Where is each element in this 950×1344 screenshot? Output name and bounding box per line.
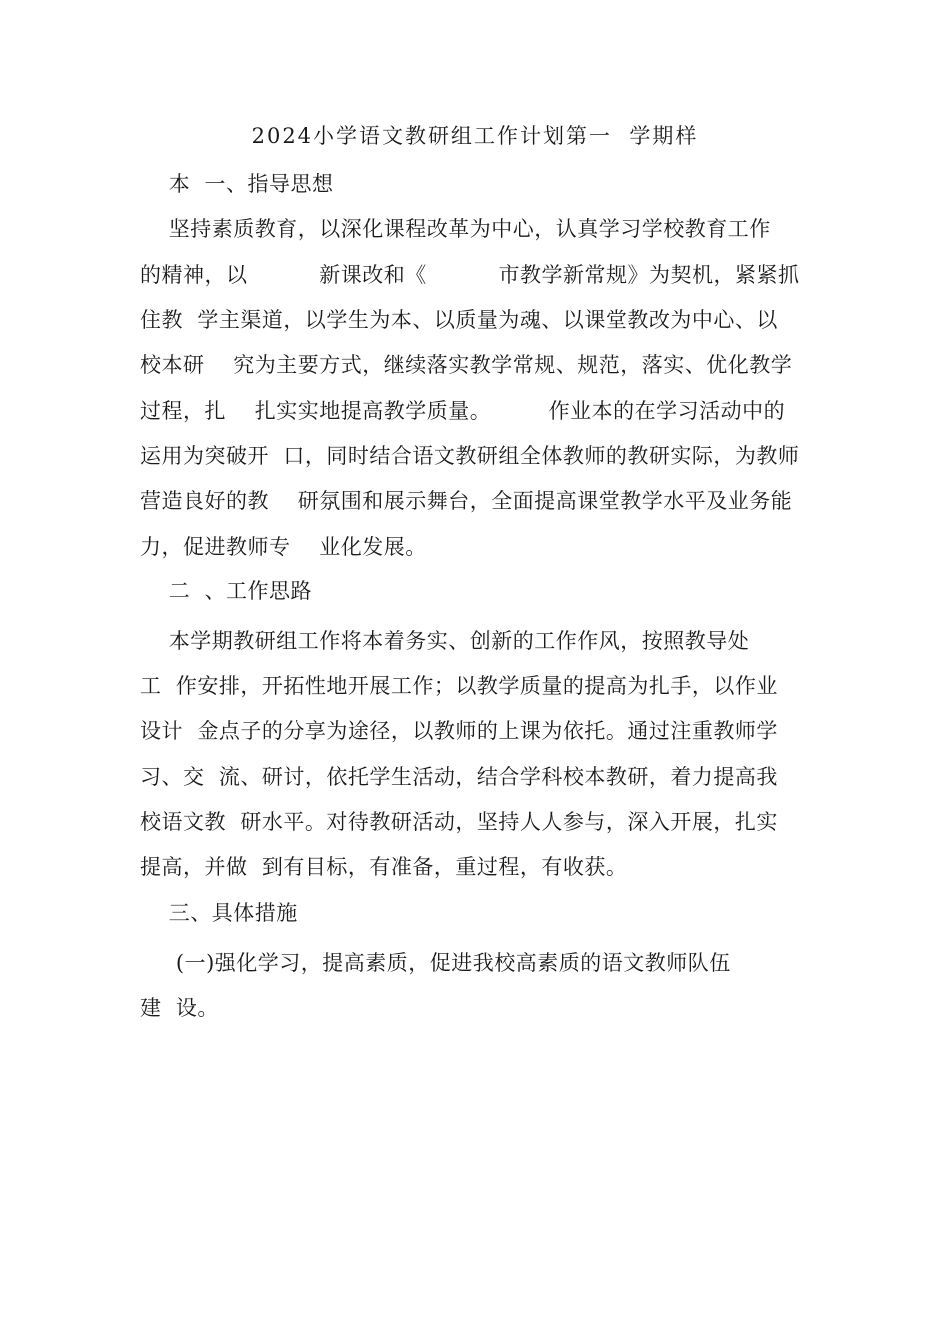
paragraph-line: 运用为突破开 口，同时结合语文教研组全体教师的教研实际，为教师 bbox=[140, 444, 800, 468]
paragraph-line: 习、交 流、研讨，依托学生活动，结合学科校本教研，着力提高我 bbox=[140, 765, 778, 789]
paragraph-line: 工 作安排，开拓性地开展工作；以教学质量的提高为扎手，以作业 bbox=[140, 674, 778, 698]
paragraph-line: (一)强化学习，提高素质，促进我校高素质的语文教师队伍 bbox=[140, 951, 731, 975]
paragraph-line: 营造良好的教 研氛围和展示舞台，全面提高课堂教学水平及业务能 bbox=[140, 489, 793, 513]
document-title: 2024小学语文教研组工作计划第一 学期样 bbox=[251, 124, 699, 148]
paragraph-line: 校语文教 研水平。对待教研活动，坚持人人参与，深入开展，扎实 bbox=[140, 810, 778, 834]
paragraph-line: 力，促进教师专 业化发展。 bbox=[140, 535, 427, 559]
paragraph-line: 过程，扎 扎实实地提高教学质量。 作业本的在学习活动中的 bbox=[140, 399, 786, 423]
paragraph-line: 的精神，以 新课改和《 市教学新常规》为契机，紧紧抓 bbox=[140, 263, 800, 287]
paragraph-line: 设计 金点子的分享为途径，以教师的上课为依托。通过注重教师学 bbox=[140, 719, 778, 743]
paragraph-line: 住教 学主渠道，以学生为本、以质量为魂、以课堂教改为中心、以 bbox=[140, 308, 778, 332]
heading-measures: 三、具体措施 bbox=[140, 901, 298, 925]
paragraph-line: 坚持素质教育，以深化课程改革为中心，认真学习学校教育工作 bbox=[140, 217, 771, 241]
paragraph-line: 校本研 究为主要方式，继续落实教学常规、规范，落实、优化教学 bbox=[140, 353, 793, 377]
heading-guiding-thought: 本 一、指导思想 bbox=[140, 172, 334, 196]
heading-work-approach: 二 、工作思路 bbox=[140, 579, 313, 603]
paragraph-line: 本学期教研组工作将本着务实、创新的工作作风，按照教导处 bbox=[140, 629, 750, 653]
paragraph-line: 提高，并做 到有目标，有准备，重过程，有收获。 bbox=[140, 855, 628, 879]
paragraph-line: 建 设。 bbox=[140, 996, 219, 1020]
